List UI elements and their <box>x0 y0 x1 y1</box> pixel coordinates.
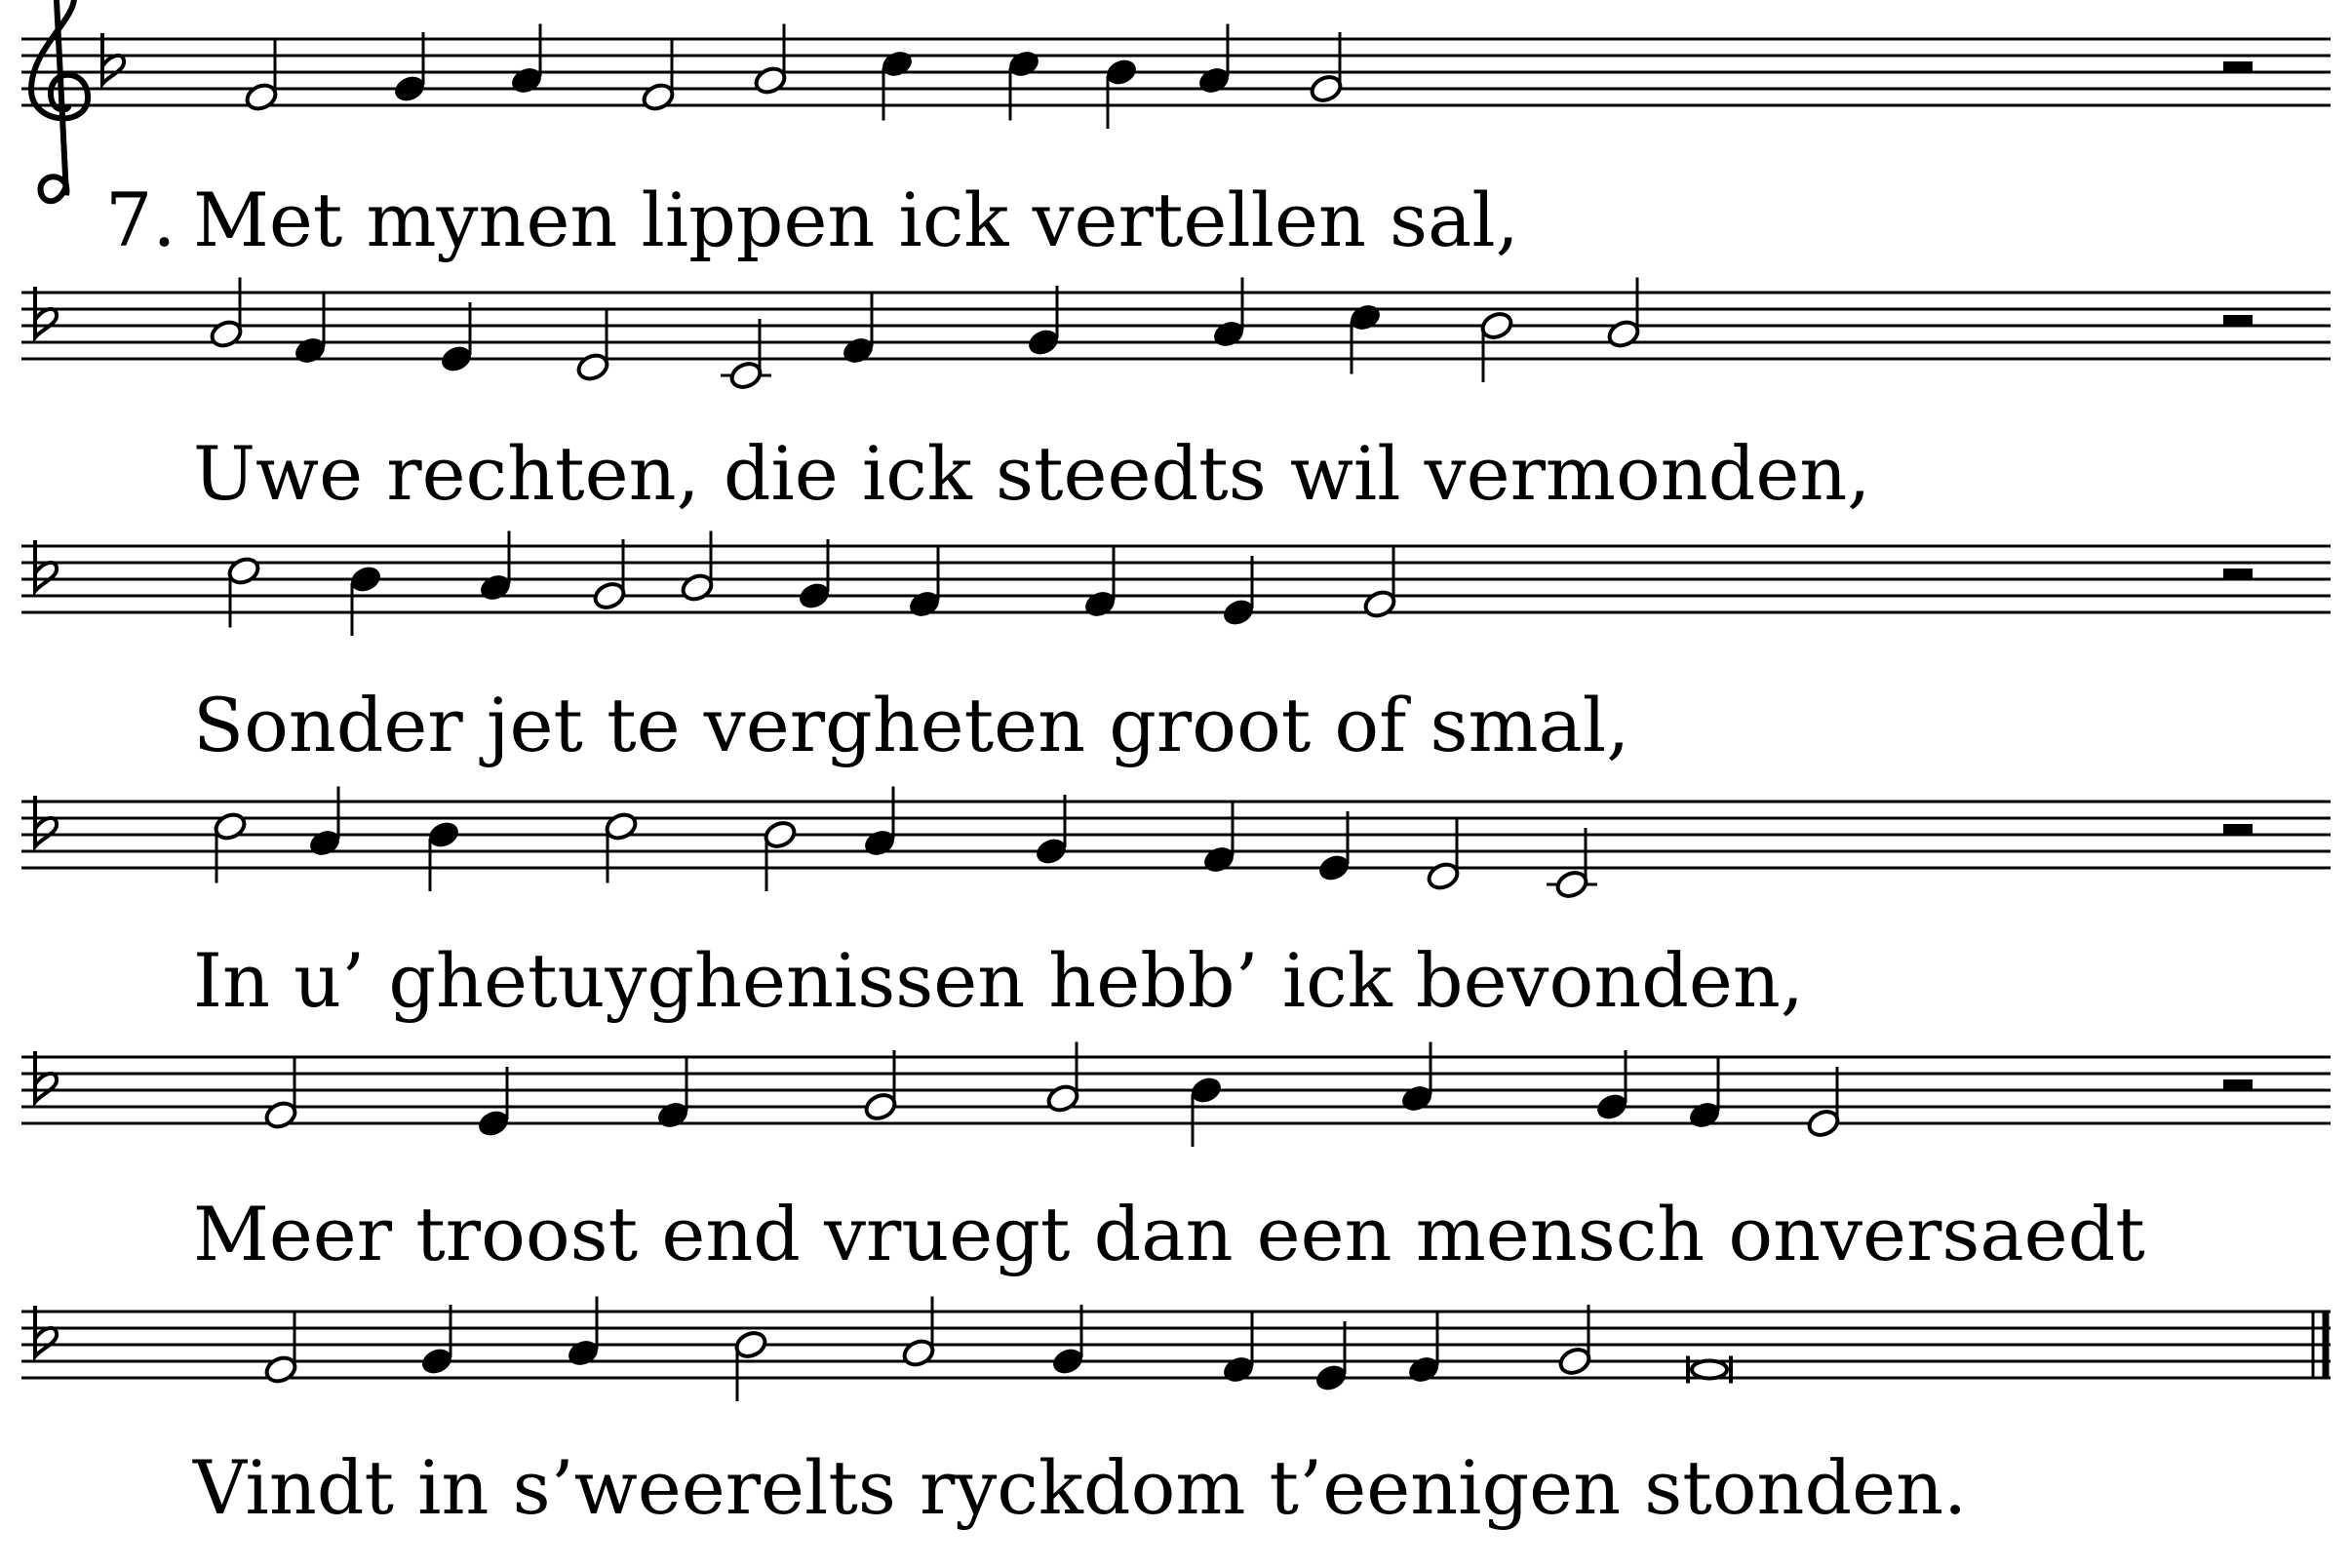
note <box>753 24 788 97</box>
note <box>655 1059 690 1131</box>
note <box>721 319 771 391</box>
note <box>1406 1313 1441 1386</box>
note <box>419 1305 454 1377</box>
note <box>1006 48 1041 120</box>
note <box>509 24 544 97</box>
note <box>797 539 832 611</box>
note <box>1034 795 1069 867</box>
lyric-line: Meer troost end vruegt dan een mensch onversaedt <box>193 1191 2145 1277</box>
rest-icon <box>2223 61 2253 72</box>
note <box>1189 1075 1224 1147</box>
note <box>641 41 676 113</box>
note <box>1196 24 1232 97</box>
note <box>226 555 261 627</box>
note <box>213 810 248 882</box>
note <box>263 1059 298 1131</box>
lyric-line: Met mynen lippen ick vertellen sal, <box>193 176 1519 263</box>
rest-icon <box>2223 568 2253 579</box>
note <box>604 810 639 882</box>
staff-system <box>21 531 2331 769</box>
rest-icon <box>2223 824 2253 835</box>
note <box>841 294 876 367</box>
lyric-line: Vindt in s’weerelts ryckdom t’eenigen stonden. <box>193 1444 1968 1531</box>
note <box>1026 286 1061 358</box>
treble-clef-icon <box>31 0 88 201</box>
staff-system <box>21 278 2331 518</box>
note <box>244 41 279 113</box>
note <box>1221 1313 1256 1386</box>
note <box>1045 1042 1080 1115</box>
staff-system <box>21 787 2331 1025</box>
staff-system <box>21 1297 2331 1532</box>
note <box>392 32 427 104</box>
note <box>1316 811 1352 883</box>
note <box>575 311 610 383</box>
note <box>1426 820 1461 892</box>
note <box>1309 32 1344 104</box>
note <box>907 548 942 620</box>
flat-icon <box>35 796 57 846</box>
note <box>1687 1059 1722 1131</box>
staff-system <box>21 0 2331 263</box>
note <box>209 278 244 350</box>
note <box>733 1329 768 1401</box>
note <box>863 1050 898 1122</box>
note <box>1201 804 1236 876</box>
flat-icon <box>35 540 57 591</box>
note <box>1557 1305 1592 1377</box>
note <box>1399 1042 1434 1115</box>
note <box>1221 556 1256 628</box>
flat-icon <box>35 1051 57 1102</box>
flat-icon <box>35 287 57 337</box>
note <box>1594 1050 1629 1122</box>
note <box>592 539 627 611</box>
note <box>307 787 342 859</box>
rest-icon <box>2223 1079 2253 1090</box>
lyric-line: Uwe rechten, die ick steedts wil vermonden, <box>193 430 1871 517</box>
flat-icon <box>102 33 124 84</box>
note <box>566 1297 601 1369</box>
note-head <box>1692 1361 1727 1379</box>
note <box>1050 1305 1085 1377</box>
note <box>426 819 461 891</box>
note <box>680 531 715 604</box>
rest-icon <box>2223 315 2253 326</box>
note <box>1313 1321 1349 1393</box>
note <box>1348 301 1383 373</box>
note <box>1547 828 1597 900</box>
note <box>439 302 474 374</box>
staff-system <box>21 1042 2331 1278</box>
note <box>901 1297 936 1369</box>
note <box>1211 278 1246 350</box>
note <box>478 531 513 604</box>
note <box>1362 548 1397 620</box>
note <box>1104 57 1139 129</box>
note <box>1082 548 1117 620</box>
note <box>1806 1067 1841 1139</box>
note <box>293 294 328 367</box>
note <box>1606 278 1641 350</box>
verse-number: 7. <box>105 176 176 263</box>
note <box>880 48 915 120</box>
note <box>476 1067 511 1139</box>
note <box>862 787 897 859</box>
note <box>348 564 383 636</box>
note <box>263 1313 298 1386</box>
note <box>763 819 798 891</box>
flat-icon <box>35 1306 57 1356</box>
lyric-line: Sonder jet te vergheten groot of smal, <box>193 682 1630 768</box>
lyric-line: In u’ ghetuyghenissen hebb’ ick bevonden, <box>193 937 1804 1024</box>
note <box>1479 310 1514 382</box>
